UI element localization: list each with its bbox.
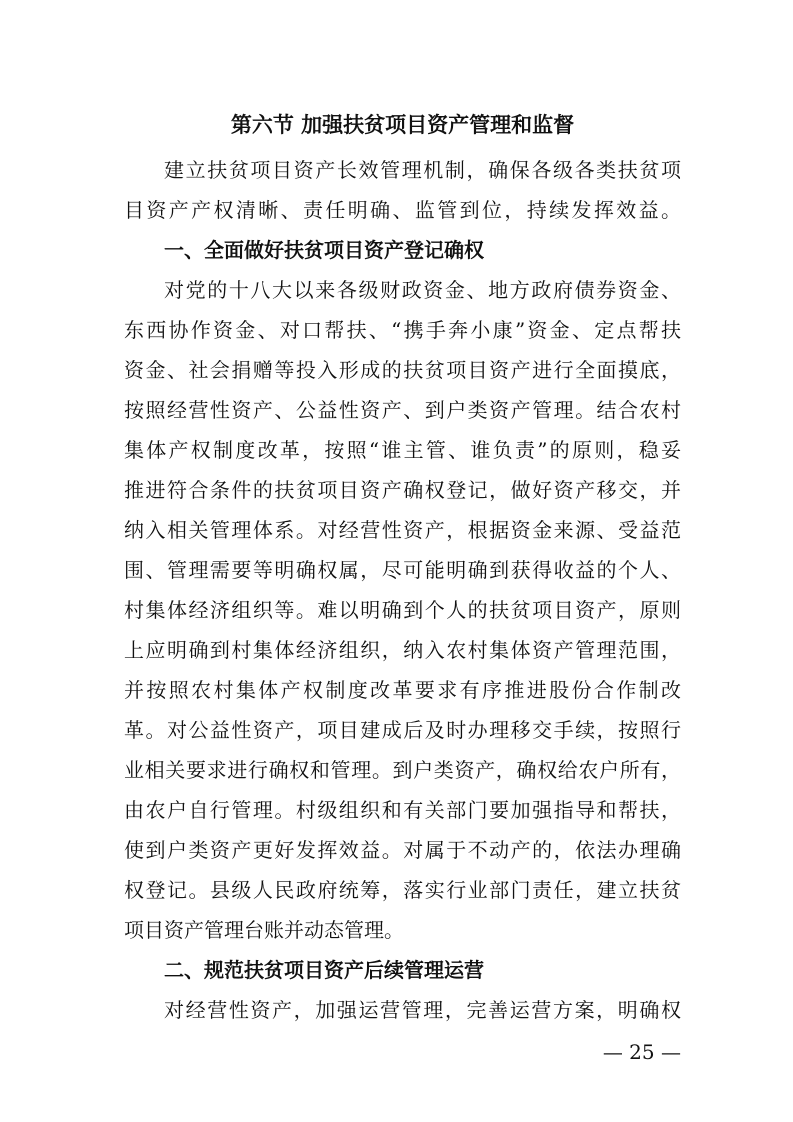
paragraph-line: 资金、社会捐赠等投入形成的扶贫项目资产进行全面摸底， [124, 358, 681, 382]
subsection-1 [124, 230, 681, 950]
paragraph-line: 纳入相关管理体系。对经营性资产，根据资金来源、受益范 [124, 518, 681, 542]
subsection-heading: 二、规范扶贫项目资产后续管理运营 [164, 958, 484, 982]
paragraph-line: 建立扶贫项目资产长效管理机制，确保各级各类扶贫项 [164, 158, 681, 182]
paragraph-line: 革。对公益性资产，项目建成后及时办理移交手续，按照行 [124, 718, 681, 742]
document-page [124, 105, 681, 1030]
paragraph-line: 项目资产管理台账并动态管理。 [124, 918, 404, 942]
subsection-2 [124, 950, 681, 1030]
paragraph-line: 按照经营性资产、公益性资产、到户类资产管理。结合农村 [124, 398, 681, 422]
paragraph-line: 村集体经济组织等。难以明确到个人的扶贫项目资产，原则 [124, 598, 681, 622]
paragraph-line: 围、管理需要等明确权属，尽可能明确到获得收益的个人、 [124, 558, 681, 582]
paragraph [124, 270, 681, 950]
paragraph-line: 目资产产权清晰、责任明确、监管到位，持续发挥效益。 [124, 198, 681, 222]
paragraph [124, 990, 681, 1030]
paragraph-line: 对经营性资产，加强运营管理，完善运营方案，明确权 [164, 998, 681, 1022]
paragraph-line: 东西协作资金、对口帮扶、“携手奔小康”资金、定点帮扶 [124, 318, 681, 342]
intro-paragraph [124, 150, 681, 230]
paragraph-line: 由农户自行管理。村级组织和有关部门要加强指导和帮扶， [124, 798, 681, 822]
paragraph-line: 集体产权制度改革，按照“谁主管、谁负责”的原则，稳妥 [124, 438, 681, 462]
paragraph-line: 并按照农村集体产权制度改革要求有序推进股份合作制改 [124, 678, 681, 702]
section-title: 第六节 加强扶贫项目资产管理和监督 [230, 112, 575, 137]
paragraph-line: 使到户类资产更好发挥效益。对属于不动产的，依法办理确 [124, 838, 681, 862]
paragraph-line: 对党的十八大以来各级财政资金、地方政府债券资金、 [164, 278, 681, 302]
page-number: — 25 — [602, 1040, 681, 1064]
subsection-heading: 一、全面做好扶贫项目资产登记确权 [164, 238, 484, 262]
paragraph-line: 业相关要求进行确权和管理。到户类资产，确权给农户所有， [124, 758, 681, 782]
paragraph-line: 推进符合条件的扶贫项目资产确权登记，做好资产移交，并 [124, 478, 681, 502]
paragraph-line: 权登记。县级人民政府统筹，落实行业部门责任，建立扶贫 [124, 878, 681, 902]
paragraph-line: 上应明确到村集体经济组织，纳入农村集体资产管理范围， [124, 638, 681, 662]
